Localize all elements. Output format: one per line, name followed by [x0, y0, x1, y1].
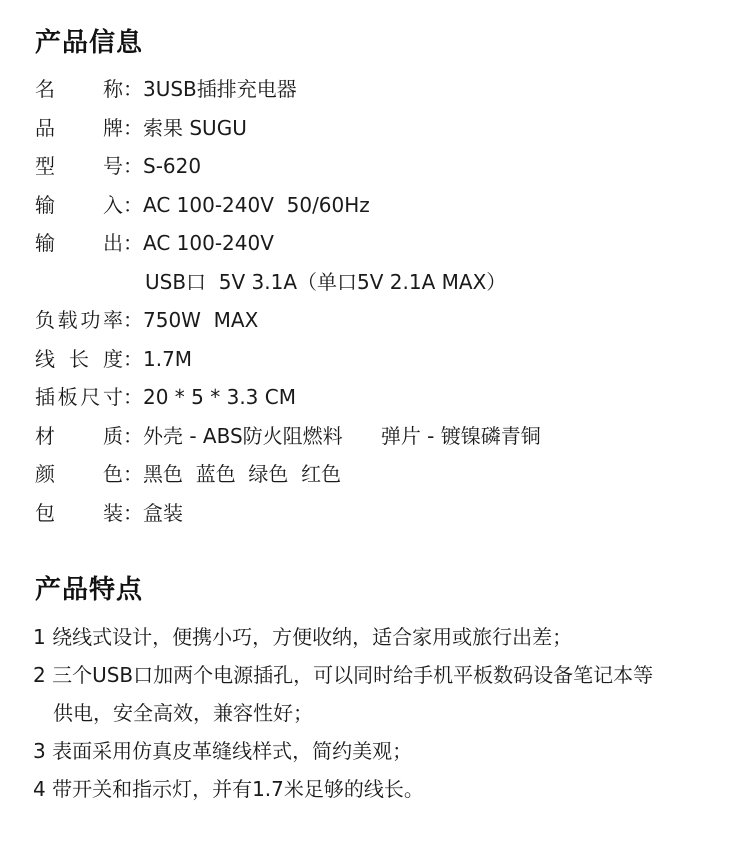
spec-label: 品 牌 ：: [35, 109, 143, 148]
spec-label: 型 号 ：: [35, 147, 143, 186]
spec-label-text: 输 出: [35, 231, 123, 255]
spec-row-name: [35, 70, 735, 109]
spec-value: 黑色 蓝色 绿色 红色: [143, 462, 342, 486]
spec-label: 材 质 ：: [35, 417, 143, 456]
spec-row-color: [35, 455, 735, 494]
spec-row-size: [35, 378, 735, 417]
feature-item: 1 绕线式设计，便携小巧，方便收纳，适合家用或旅行出差；: [33, 625, 573, 649]
feature-item: 3 表面采用仿真皮革缝线样式，简约美观；: [33, 739, 413, 763]
feature-item: 4 带开关和指示灯，并有1.7米足够的线长。: [33, 777, 424, 801]
spec-label-text: 负 载 功 率: [35, 308, 123, 332]
spec-label: 名 称 ：: [35, 70, 143, 109]
spec-row-output-usb: [35, 263, 735, 302]
spec-label: 颜 色 ：: [35, 455, 143, 494]
spec-label-text: 插 板 尺 寸: [35, 385, 123, 409]
feature-item: 2 三个USB口加两个电源插孔，可以同时给手机平板数码设备笔记本等: [33, 663, 654, 687]
spec-value: 750W MAX: [143, 308, 259, 332]
spec-row-brand: [35, 109, 735, 148]
spec-label-text: 颜 色: [35, 462, 123, 486]
spec-label-text: 品 牌: [35, 115, 123, 140]
spec-value: AC 100-240V 50/60Hz: [143, 192, 370, 217]
spec-label-text: 名 称: [35, 77, 123, 101]
spec-row-packaging: [35, 494, 735, 533]
spec-row-model: [35, 147, 735, 186]
feature-list: [33, 618, 723, 808]
spec-label: 包 装 ：: [35, 494, 143, 533]
spec-row-cable-length: [35, 340, 735, 379]
spec-label: 线 长 度 ：: [35, 340, 143, 379]
product-info-title: 产品信息: [35, 28, 144, 58]
spec-label: 输 入 ：: [35, 186, 143, 225]
spec-value: 索果 SUGU: [143, 115, 247, 140]
spec-value-continuation: USB口 5V 3.1A（单口5V 2.1A MAX）: [145, 269, 507, 294]
spec-row-input: [35, 186, 735, 225]
spec-row-material: [35, 417, 735, 456]
spec-label: 输 出 ：: [35, 224, 143, 263]
product-features-title: 产品特点: [35, 575, 144, 605]
spec-label-text: 线 长 度: [35, 346, 123, 371]
spec-value: 3USB插排充电器: [143, 77, 297, 101]
spec-value: 1.7M: [143, 346, 193, 371]
spec-label-text: 包 装: [35, 500, 123, 525]
spec-label-text: 输 入: [35, 192, 123, 217]
feature-item-continuation: 供电，安全高效，兼容性好；: [53, 701, 313, 725]
spec-row-output: [35, 224, 735, 263]
spec-row-power: [35, 301, 735, 340]
spec-list: [35, 70, 735, 532]
spec-value: 外壳 - ABS防火阻燃料 弹片 - 镀镍磷青铜: [143, 423, 541, 448]
spec-value: AC 100-240V: [143, 231, 274, 255]
spec-value: 盒装: [143, 500, 183, 525]
spec-label: 负 载 功 率 ：: [35, 301, 143, 340]
spec-label: 插 板 尺 寸 ：: [35, 378, 143, 417]
spec-value: S-620: [143, 154, 202, 178]
spec-label-text: 材 质: [35, 423, 123, 448]
spec-value: 20 * 5 * 3.3 CM: [143, 385, 296, 409]
spec-label-text: 型 号: [35, 154, 123, 178]
